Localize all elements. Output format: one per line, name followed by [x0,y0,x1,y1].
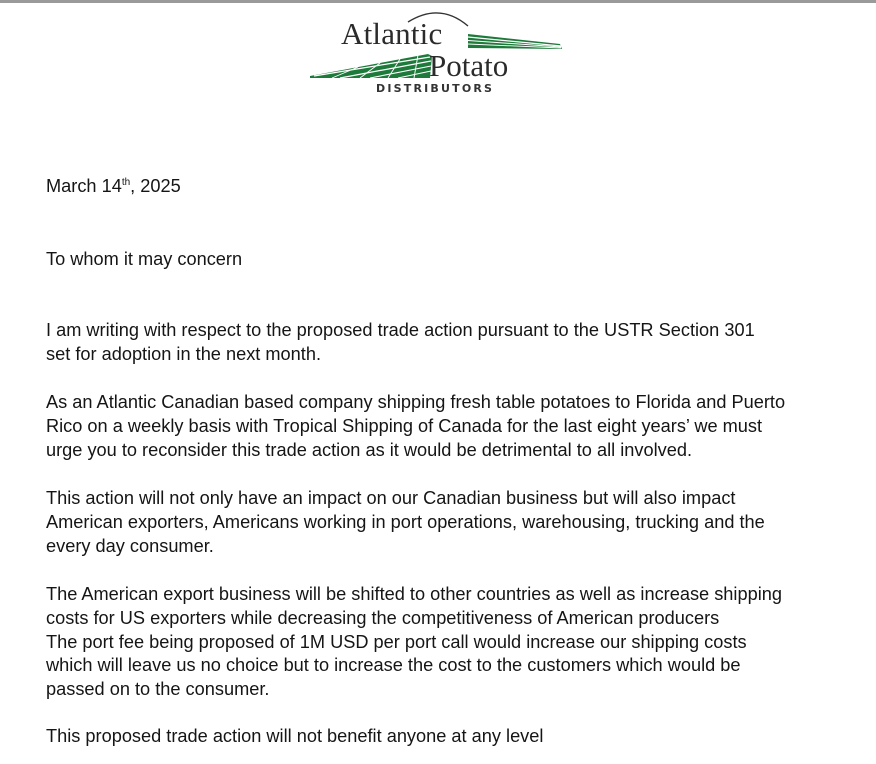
logo-subtitle: DISTRIBUTORS [376,82,495,95]
paragraph-line: The American export business will be shifted to other countries as well as increase shipping [46,584,782,604]
paragraph-line: passed on to the consumer. [46,679,270,700]
company-logo [300,4,570,98]
date-ordinal-suffix: th [121,177,131,188]
paragraph-impact [46,487,765,558]
paragraph-line: Rico on a weekly basis with Tropical Shipping of Canada for the last eight years’ we must [46,415,763,436]
paragraph-intro [46,319,755,367]
salutation: To whom it may concern [46,249,243,269]
logo-wordmark-atlantic: Atlantic [341,16,443,51]
paragraph-line: The port fee being proposed of 1M USD per port call would increase our shipping costs [46,631,747,652]
paragraph-line: American exporters, Americans working in port operations, warehousing, trucking and the [46,511,765,532]
paragraph-line: which will leave us no choice but to increase the cost to the customers which would be [46,655,741,676]
paragraph-line: This action will not only have an impact on our Canadian business but will also impact [46,488,736,508]
paragraph-company-context [46,391,785,462]
paragraph-line: This proposed trade action will not benefit anyone at any level [46,726,544,746]
date-year: , 2025 [130,176,181,196]
paragraph-line: set for adoption in the next month. [46,343,322,364]
paragraph-line: urge you to reconsider this trade action as it would be detrimental to all involved. [46,439,693,460]
paragraph-line: I am writing with respect to the proposed trade action pursuant to the USTR Section 301 [46,320,755,340]
scan-top-edge [0,0,876,3]
letter-date [46,175,181,199]
date-month-day: March 14 [46,176,122,196]
paragraph-line: As an Atlantic Canadian based company shipping fresh table potatoes to Florida and Puerto [46,392,786,412]
paragraph-conclusion [46,725,543,749]
logo-wordmark-potato: Potato [429,48,509,83]
paragraph-line: costs for US exporters while decreasing the competitiveness of American producers [46,607,720,628]
paragraph-costs [46,583,782,702]
paragraph-line: every day consumer. [46,535,214,556]
